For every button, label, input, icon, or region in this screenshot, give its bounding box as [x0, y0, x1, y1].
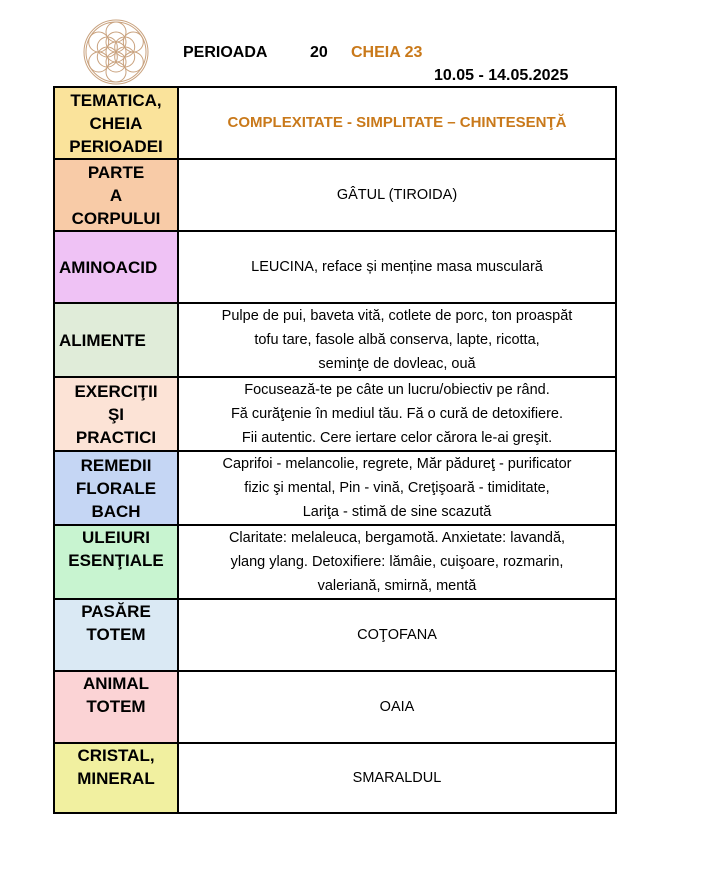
value-line: LEUCINA, reface și menține masa musculară [251, 259, 543, 275]
row-label-cell [54, 159, 178, 231]
label-line: PASĂRE [81, 602, 151, 621]
label-line: TOTEM [86, 625, 146, 644]
row-label-cell [54, 87, 178, 159]
date-range: 10.05 - 14.05.2025 [434, 67, 569, 84]
label-line: CORPULUI [71, 208, 161, 228]
row-value-cell [178, 451, 616, 525]
value-line: Fii autentic. Cere iertare celor cărora le-ai greşit. [241, 430, 553, 446]
table-row [54, 671, 616, 743]
row-label-cell [54, 303, 178, 377]
row-value-cell [178, 303, 616, 377]
label-line: PARTE [87, 162, 145, 182]
row-value-cell [178, 159, 616, 231]
label-line: EXERCIŢII [74, 381, 158, 401]
label-line: ULEIURI [82, 528, 150, 547]
label-line: CRISTAL, [77, 746, 155, 765]
label-line: REMEDII [80, 455, 152, 475]
table-row [54, 525, 616, 599]
value-line: fizic şi mental, Pin - vină, Creţişoară - timiditate, [244, 480, 550, 496]
value-line: Claritate: melaleuca, bergamotă. Anxietate: lavandă, [228, 530, 566, 546]
row-label-cell [54, 525, 178, 599]
value-line: valeriană, smirnă, mentă [317, 578, 477, 594]
row-value-cell [178, 671, 616, 743]
row-value-cell [178, 525, 616, 599]
row-value-cell [178, 87, 616, 159]
row-label-cell [54, 451, 178, 525]
value-line: COŢOFANA [357, 627, 437, 643]
value-line: ylang ylang. Detoxifiere: lămâie, cuişoare, rozmarin, [230, 554, 564, 570]
row-label-cell [54, 599, 178, 671]
label-line: ŞI [107, 404, 125, 424]
value-line: Focusează-te pe câte un lucru/obiectiv pe rând. [244, 382, 550, 398]
table-row [54, 599, 616, 671]
table-row [54, 303, 616, 377]
label-line: TOTEM [86, 697, 146, 716]
row-value-cell [178, 599, 616, 671]
table-row [54, 159, 616, 231]
value-line: SMARALDUL [352, 770, 442, 786]
table-row [54, 231, 616, 303]
label-line: ESENŢIALE [68, 551, 164, 570]
label-line: TEMATICA, [70, 90, 162, 110]
row-value-cell [178, 377, 616, 451]
flower-of-life-icon [80, 18, 152, 86]
info-table [53, 86, 617, 814]
row-value-cell [178, 231, 616, 303]
value-line: Lariţa - stimă de sine scazută [302, 504, 492, 520]
row-label-cell [54, 743, 178, 813]
value-line: Pulpe de pui, baveta vită, cotlete de porc, ton proaspăt [221, 308, 573, 324]
label-line: BACH [91, 501, 141, 521]
value-line: Fă curăţenie în mediul tău. Fă o cură de detoxifiere. [230, 406, 564, 422]
label-line: CHEIA [89, 113, 143, 133]
value-line: OAIA [379, 699, 415, 715]
label-line: ALIMENTE [59, 330, 146, 350]
key-label: CHEIA 23 [351, 44, 423, 61]
value-line: seminţe de dovleac, ouă [318, 356, 476, 372]
period-number: 20 [310, 44, 328, 61]
row-label-cell [54, 671, 178, 743]
table-row [54, 87, 616, 159]
label-line: A [109, 185, 123, 205]
row-label-cell [54, 377, 178, 451]
label-line: MINERAL [77, 769, 155, 788]
value-line: COMPLEXITATE - SIMPLITATE – CHINTESENŢĂ [227, 114, 567, 131]
value-line: tofu tare, fasole albă conserva, lapte, ricotta, [254, 332, 540, 348]
label-line: ANIMAL [82, 674, 150, 693]
table-row [54, 451, 616, 525]
value-line: Caprifoi - melancolie, regrete, Măr pădureţ - purificator [222, 456, 572, 472]
table-row [54, 743, 616, 813]
period-label: PERIOADA [183, 44, 268, 61]
label-line: PRACTICI [75, 427, 157, 447]
row-label-cell [54, 231, 178, 303]
row-value-cell [178, 743, 616, 813]
label-line: PERIOADEI [69, 136, 163, 156]
table-row [54, 377, 616, 451]
label-line: FLORALE [75, 478, 157, 498]
value-line: GÂTUL (TIROIDA) [336, 187, 458, 203]
label-line: AMINOACID [59, 257, 158, 277]
